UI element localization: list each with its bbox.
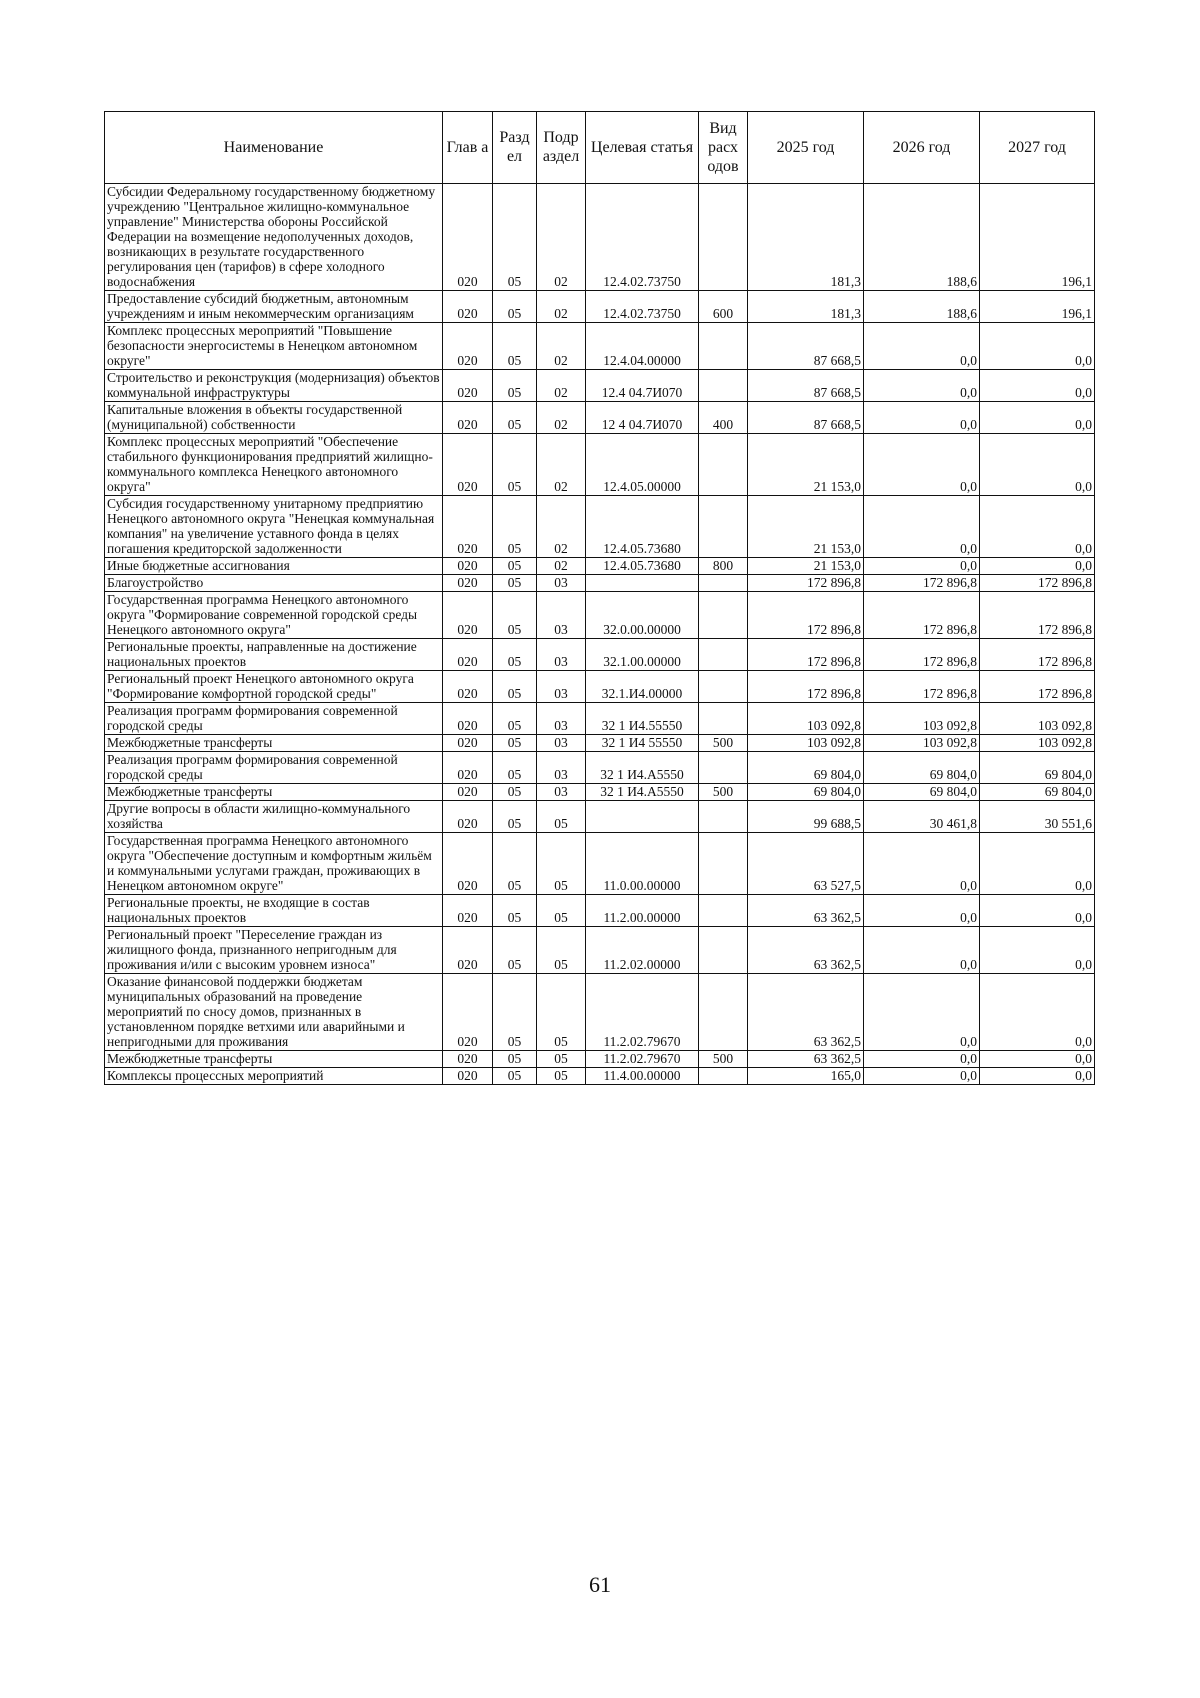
row-name: Реализация программ формирования современной городской среды <box>105 703 443 735</box>
row-name: Предоставление субсидий бюджетным, автономным учреждениям и иным некоммерческим организациям <box>105 291 443 323</box>
row-podrazdel: 05 <box>537 974 586 1051</box>
row-name: Капитальные вложения в объекты государственной (муниципальной) собственности <box>105 402 443 434</box>
row-amount-2025: 21 153,0 <box>748 558 864 575</box>
row-amount-2027: 172 896,8 <box>980 671 1095 703</box>
table-row <box>105 671 1095 703</box>
row-glava: 020 <box>443 801 493 833</box>
row-amount-2026: 0,0 <box>864 895 980 927</box>
row-name: Региональные проекты, не входящие в состав национальных проектов <box>105 895 443 927</box>
row-glava: 020 <box>443 575 493 592</box>
row-glava: 020 <box>443 370 493 402</box>
row-name: Оказание финансовой поддержки бюджетам муниципальных образований на проведение мероприятий по сносу домов, признанных в установленном порядке ветхими или аварийными и непригодными для проживания <box>105 974 443 1051</box>
row-amount-2026: 0,0 <box>864 833 980 895</box>
row-expense-type <box>699 801 748 833</box>
row-amount-2027: 172 896,8 <box>980 575 1095 592</box>
budget-table <box>104 111 1095 1085</box>
row-amount-2025: 172 896,8 <box>748 592 864 639</box>
row-amount-2025: 103 092,8 <box>748 735 864 752</box>
row-amount-2025: 87 668,5 <box>748 370 864 402</box>
row-glava: 020 <box>443 784 493 801</box>
row-podrazdel: 02 <box>537 402 586 434</box>
row-amount-2025: 63 362,5 <box>748 1051 864 1068</box>
row-amount-2026: 0,0 <box>864 974 980 1051</box>
row-amount-2027: 69 804,0 <box>980 784 1095 801</box>
row-amount-2027: 0,0 <box>980 496 1095 558</box>
table-row <box>105 974 1095 1051</box>
row-expense-type <box>699 592 748 639</box>
row-name: Комплексы процессных мероприятий <box>105 1068 443 1085</box>
row-target-article: 32.1.И4.00000 <box>586 671 699 703</box>
row-amount-2026: 30 461,8 <box>864 801 980 833</box>
row-amount-2027: 0,0 <box>980 895 1095 927</box>
row-amount-2026: 0,0 <box>864 927 980 974</box>
row-glava: 020 <box>443 291 493 323</box>
header-row <box>105 112 1095 184</box>
row-target-article: 12.4.02.73750 <box>586 291 699 323</box>
col-glava-header: Глав а <box>443 112 493 184</box>
row-amount-2026: 0,0 <box>864 370 980 402</box>
row-glava: 020 <box>443 184 493 291</box>
table-row <box>105 784 1095 801</box>
row-amount-2026: 0,0 <box>864 323 980 370</box>
row-amount-2026: 0,0 <box>864 434 980 496</box>
row-target-article: 12.4 04.7И070 <box>586 370 699 402</box>
col-2026-header: 2026 год <box>864 112 980 184</box>
row-razdel: 05 <box>493 639 537 671</box>
row-target-article: 12.4.05.73680 <box>586 496 699 558</box>
row-expense-type <box>699 575 748 592</box>
row-amount-2027: 0,0 <box>980 1068 1095 1085</box>
row-razdel: 05 <box>493 558 537 575</box>
col-2025-header: 2025 год <box>748 112 864 184</box>
row-razdel: 05 <box>493 752 537 784</box>
row-expense-type: 400 <box>699 402 748 434</box>
row-podrazdel: 03 <box>537 752 586 784</box>
row-amount-2027: 0,0 <box>980 402 1095 434</box>
row-target-article: 32 1 И4.55550 <box>586 703 699 735</box>
row-name: Региональный проект "Переселение граждан из жилищного фонда, признанного непригодным для проживания и/или с высоким уровнем износа" <box>105 927 443 974</box>
row-razdel: 05 <box>493 323 537 370</box>
table-row <box>105 1068 1095 1085</box>
row-amount-2026: 188,6 <box>864 184 980 291</box>
row-expense-type <box>699 752 748 784</box>
row-name: Государственная программа Ненецкого автономного округа "Обеспечение доступным и комфортным жильём и коммунальными услугами граждан, проживающих в Ненецком автономном округе" <box>105 833 443 895</box>
row-target-article <box>586 801 699 833</box>
row-amount-2025: 69 804,0 <box>748 752 864 784</box>
row-razdel: 05 <box>493 575 537 592</box>
row-amount-2025: 172 896,8 <box>748 671 864 703</box>
row-amount-2025: 172 896,8 <box>748 575 864 592</box>
row-razdel: 05 <box>493 1051 537 1068</box>
row-amount-2025: 172 896,8 <box>748 639 864 671</box>
row-amount-2025: 87 668,5 <box>748 323 864 370</box>
row-target-article: 11.4.00.00000 <box>586 1068 699 1085</box>
row-razdel: 05 <box>493 291 537 323</box>
row-target-article: 32.0.00.00000 <box>586 592 699 639</box>
row-target-article: 32 1 И4.А5550 <box>586 752 699 784</box>
row-razdel: 05 <box>493 703 537 735</box>
row-glava: 020 <box>443 974 493 1051</box>
row-razdel: 05 <box>493 1068 537 1085</box>
table-row <box>105 184 1095 291</box>
row-target-article: 12.4.05.73680 <box>586 558 699 575</box>
table-row <box>105 639 1095 671</box>
row-razdel: 05 <box>493 592 537 639</box>
row-expense-type: 500 <box>699 784 748 801</box>
row-glava: 020 <box>443 434 493 496</box>
row-amount-2026: 69 804,0 <box>864 752 980 784</box>
table-row <box>105 575 1095 592</box>
row-amount-2025: 99 688,5 <box>748 801 864 833</box>
row-amount-2027: 0,0 <box>980 974 1095 1051</box>
row-amount-2026: 172 896,8 <box>864 671 980 703</box>
row-amount-2026: 172 896,8 <box>864 592 980 639</box>
row-amount-2025: 21 153,0 <box>748 434 864 496</box>
row-amount-2025: 69 804,0 <box>748 784 864 801</box>
row-amount-2026: 0,0 <box>864 1051 980 1068</box>
row-name: Региональные проекты, направленные на достижение национальных проектов <box>105 639 443 671</box>
row-amount-2027: 30 551,6 <box>980 801 1095 833</box>
row-podrazdel: 02 <box>537 496 586 558</box>
row-target-article <box>586 575 699 592</box>
row-name: Межбюджетные трансферты <box>105 1051 443 1068</box>
row-razdel: 05 <box>493 370 537 402</box>
row-podrazdel: 03 <box>537 592 586 639</box>
row-target-article: 32 1 И4 55550 <box>586 735 699 752</box>
row-amount-2027: 0,0 <box>980 833 1095 895</box>
row-name: Строительство и реконструкция (модернизация) объектов коммунальной инфраструктуры <box>105 370 443 402</box>
row-podrazdel: 05 <box>537 895 586 927</box>
col-name-header: Наименование <box>105 112 443 184</box>
row-glava: 020 <box>443 558 493 575</box>
table-row <box>105 496 1095 558</box>
row-podrazdel: 03 <box>537 639 586 671</box>
page-number: 61 <box>589 1572 611 1597</box>
row-expense-type <box>699 1068 748 1085</box>
row-target-article: 11.2.00.00000 <box>586 895 699 927</box>
row-razdel: 05 <box>493 895 537 927</box>
row-amount-2025: 181,3 <box>748 291 864 323</box>
row-name: Субсидии Федеральному государственному бюджетному учреждению "Центральное жилищно-коммунальное управление" Министерства обороны Российской Федерации на возмещение недополученных доходов, возникающих в результате государственного регулирования цен (тарифов) в сфере холодного водоснабжения <box>105 184 443 291</box>
row-name: Региональный проект Ненецкого автономного округа "Формирование комфортной городской среды" <box>105 671 443 703</box>
row-podrazdel: 03 <box>537 784 586 801</box>
row-target-article: 12.4.02.73750 <box>586 184 699 291</box>
row-amount-2027: 0,0 <box>980 927 1095 974</box>
row-amount-2025: 63 527,5 <box>748 833 864 895</box>
row-amount-2026: 172 896,8 <box>864 575 980 592</box>
row-podrazdel: 05 <box>537 1068 586 1085</box>
table-row <box>105 703 1095 735</box>
table-row <box>105 370 1095 402</box>
table-row <box>105 558 1095 575</box>
row-glava: 020 <box>443 1051 493 1068</box>
row-expense-type <box>699 639 748 671</box>
row-glava: 020 <box>443 927 493 974</box>
row-target-article: 11.2.02.00000 <box>586 927 699 974</box>
table-body <box>105 184 1095 1085</box>
row-amount-2026: 69 804,0 <box>864 784 980 801</box>
row-amount-2027: 103 092,8 <box>980 703 1095 735</box>
col-expense-type-header: Вид расх одов <box>699 112 748 184</box>
row-name: Межбюджетные трансферты <box>105 735 443 752</box>
row-glava: 020 <box>443 833 493 895</box>
row-amount-2026: 0,0 <box>864 496 980 558</box>
row-razdel: 05 <box>493 801 537 833</box>
row-amount-2025: 87 668,5 <box>748 402 864 434</box>
row-target-article: 12.4.04.00000 <box>586 323 699 370</box>
row-name: Государственная программа Ненецкого автономного округа "Формирование современной городской среды Ненецкого автономного округа" <box>105 592 443 639</box>
row-razdel: 05 <box>493 974 537 1051</box>
row-glava: 020 <box>443 703 493 735</box>
row-target-article: 12 4 04.7И070 <box>586 402 699 434</box>
row-name: Благоустройство <box>105 575 443 592</box>
row-amount-2025: 21 153,0 <box>748 496 864 558</box>
row-amount-2025: 63 362,5 <box>748 974 864 1051</box>
row-name: Межбюджетные трансферты <box>105 784 443 801</box>
table-row <box>105 752 1095 784</box>
row-target-article: 12.4.05.00000 <box>586 434 699 496</box>
row-target-article: 11.2.02.79670 <box>586 974 699 1051</box>
row-expense-type: 800 <box>699 558 748 575</box>
row-razdel: 05 <box>493 927 537 974</box>
row-amount-2025: 181,3 <box>748 184 864 291</box>
col-podrazdel-header: Подр аздел <box>537 112 586 184</box>
col-target-article-header: Целевая статья <box>586 112 699 184</box>
row-podrazdel: 05 <box>537 833 586 895</box>
row-expense-type <box>699 671 748 703</box>
row-podrazdel: 02 <box>537 434 586 496</box>
row-razdel: 05 <box>493 735 537 752</box>
row-amount-2027: 0,0 <box>980 323 1095 370</box>
row-podrazdel: 03 <box>537 671 586 703</box>
row-expense-type: 500 <box>699 735 748 752</box>
row-podrazdel: 02 <box>537 184 586 291</box>
table-row <box>105 927 1095 974</box>
row-expense-type <box>699 895 748 927</box>
table-row <box>105 895 1095 927</box>
row-podrazdel: 02 <box>537 323 586 370</box>
row-glava: 020 <box>443 735 493 752</box>
row-amount-2027: 0,0 <box>980 1051 1095 1068</box>
row-expense-type: 600 <box>699 291 748 323</box>
row-expense-type <box>699 927 748 974</box>
row-amount-2026: 0,0 <box>864 558 980 575</box>
table-row <box>105 291 1095 323</box>
row-amount-2025: 103 092,8 <box>748 703 864 735</box>
row-amount-2026: 0,0 <box>864 1068 980 1085</box>
row-podrazdel: 03 <box>537 735 586 752</box>
table-row <box>105 323 1095 370</box>
row-razdel: 05 <box>493 434 537 496</box>
row-razdel: 05 <box>493 184 537 291</box>
table-row <box>105 801 1095 833</box>
row-expense-type: 500 <box>699 1051 748 1068</box>
row-razdel: 05 <box>493 671 537 703</box>
table-row <box>105 1051 1095 1068</box>
row-podrazdel: 03 <box>537 703 586 735</box>
row-expense-type <box>699 184 748 291</box>
row-expense-type <box>699 370 748 402</box>
row-name: Субсидия государственному унитарному предприятию Ненецкого автономного округа "Ненецкая коммунальная компания" на увеличение уставного фонда в целях погашения кредиторской задолженности <box>105 496 443 558</box>
row-amount-2027: 172 896,8 <box>980 592 1095 639</box>
table-row <box>105 434 1095 496</box>
col-razdel-header: Разд ел <box>493 112 537 184</box>
table-row <box>105 735 1095 752</box>
row-name: Иные бюджетные ассигнования <box>105 558 443 575</box>
table-row <box>105 592 1095 639</box>
row-name: Комплекс процессных мероприятий "Обеспечение стабильного функционирования предприятий жилищно-коммунального комплекса Ненецкого автономного округа" <box>105 434 443 496</box>
row-expense-type <box>699 703 748 735</box>
row-amount-2026: 0,0 <box>864 402 980 434</box>
row-glava: 020 <box>443 496 493 558</box>
row-podrazdel: 05 <box>537 801 586 833</box>
row-name: Реализация программ формирования современной городской среды <box>105 752 443 784</box>
row-amount-2026: 188,6 <box>864 291 980 323</box>
row-amount-2027: 0,0 <box>980 370 1095 402</box>
row-expense-type <box>699 496 748 558</box>
row-name: Другие вопросы в области жилищно-коммунального хозяйства <box>105 801 443 833</box>
row-target-article: 11.2.02.79670 <box>586 1051 699 1068</box>
row-glava: 020 <box>443 592 493 639</box>
row-amount-2027: 69 804,0 <box>980 752 1095 784</box>
row-name: Комплекс процессных мероприятий "Повышение безопасности энергосистемы в Ненецком автономном округе" <box>105 323 443 370</box>
row-amount-2025: 63 362,5 <box>748 927 864 974</box>
row-amount-2027: 103 092,8 <box>980 735 1095 752</box>
row-glava: 020 <box>443 895 493 927</box>
row-razdel: 05 <box>493 784 537 801</box>
row-glava: 020 <box>443 639 493 671</box>
table-row <box>105 402 1095 434</box>
row-amount-2027: 0,0 <box>980 558 1095 575</box>
row-podrazdel: 05 <box>537 927 586 974</box>
row-razdel: 05 <box>493 402 537 434</box>
row-target-article: 11.0.00.00000 <box>586 833 699 895</box>
table-row <box>105 833 1095 895</box>
row-amount-2026: 103 092,8 <box>864 735 980 752</box>
row-expense-type <box>699 434 748 496</box>
row-amount-2026: 172 896,8 <box>864 639 980 671</box>
row-glava: 020 <box>443 1068 493 1085</box>
row-glava: 020 <box>443 752 493 784</box>
row-glava: 020 <box>443 402 493 434</box>
row-amount-2025: 165,0 <box>748 1068 864 1085</box>
col-2027-header: 2027 год <box>980 112 1095 184</box>
row-target-article: 32.1.00.00000 <box>586 639 699 671</box>
row-amount-2027: 172 896,8 <box>980 639 1095 671</box>
row-razdel: 05 <box>493 496 537 558</box>
row-expense-type <box>699 323 748 370</box>
row-podrazdel: 03 <box>537 575 586 592</box>
row-amount-2027: 0,0 <box>980 434 1095 496</box>
row-podrazdel: 02 <box>537 558 586 575</box>
row-amount-2025: 63 362,5 <box>748 895 864 927</box>
row-expense-type <box>699 833 748 895</box>
row-expense-type <box>699 974 748 1051</box>
row-glava: 020 <box>443 671 493 703</box>
row-amount-2027: 196,1 <box>980 184 1095 291</box>
row-podrazdel: 02 <box>537 291 586 323</box>
row-amount-2026: 103 092,8 <box>864 703 980 735</box>
row-amount-2027: 196,1 <box>980 291 1095 323</box>
row-glava: 020 <box>443 323 493 370</box>
row-podrazdel: 05 <box>537 1051 586 1068</box>
row-podrazdel: 02 <box>537 370 586 402</box>
row-target-article: 32 1 И4.А5550 <box>586 784 699 801</box>
row-razdel: 05 <box>493 833 537 895</box>
